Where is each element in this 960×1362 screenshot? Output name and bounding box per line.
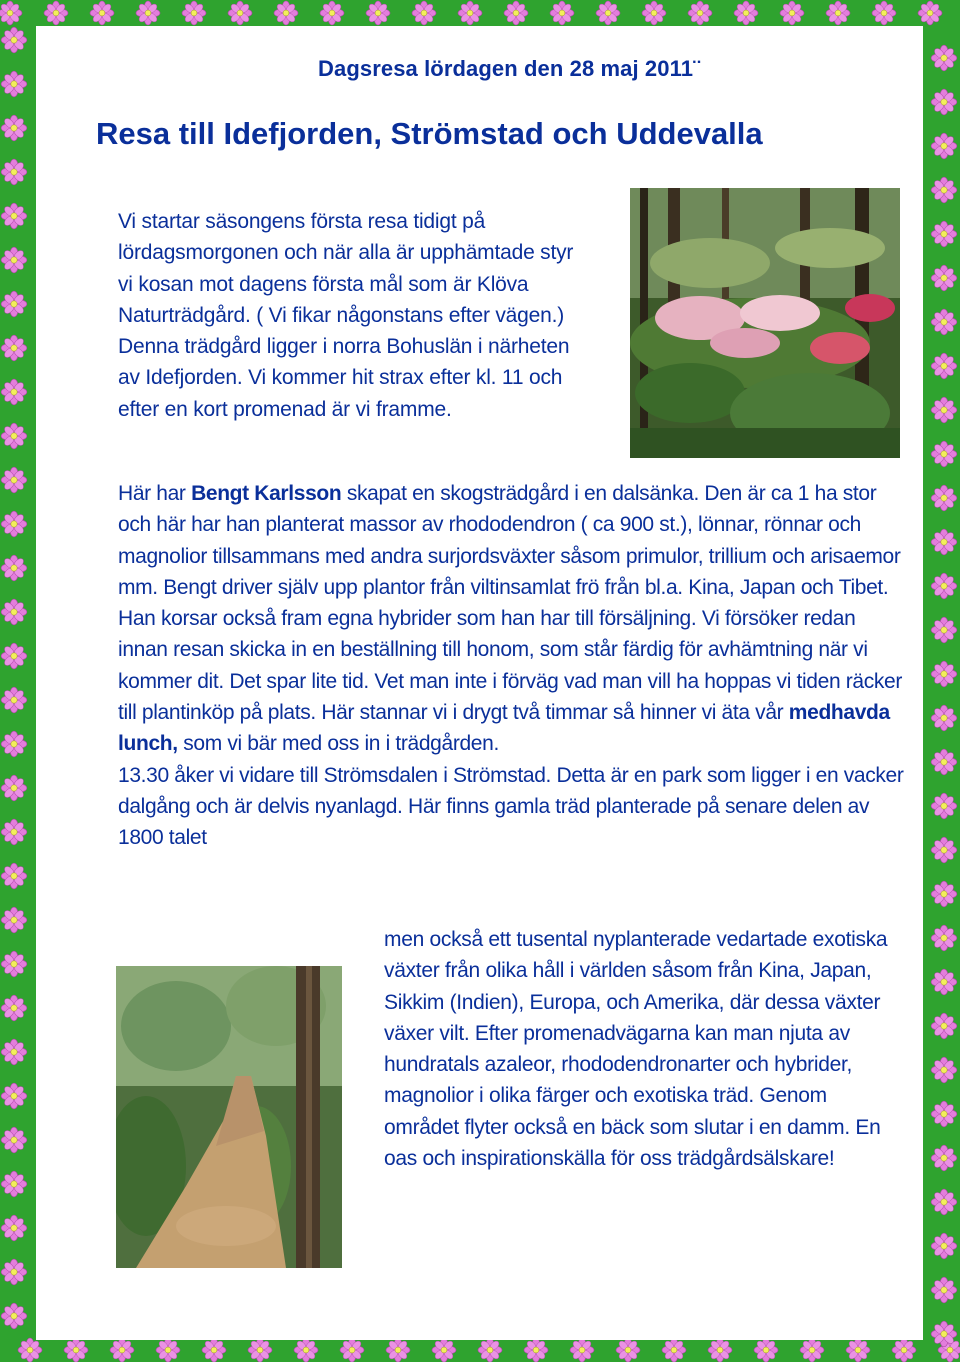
flower-icon: [616, 1338, 640, 1362]
flower-icon: [18, 1338, 42, 1362]
page-title: Resa till Idefjorden, Strömstad och Uddevalla: [96, 116, 763, 151]
person-name: Bengt Karlsson: [191, 482, 342, 505]
flower-icon: [1, 511, 27, 537]
flower-icon: [504, 1, 528, 25]
flower-icon: [846, 1338, 870, 1362]
document-page: [36, 26, 923, 1340]
flower-icon: [1, 159, 27, 185]
intro-line: efter en kort promenad är vi framme.: [118, 397, 452, 421]
flower-icon: [294, 1338, 318, 1362]
flower-icon: [44, 1, 68, 25]
flower-icon: [931, 45, 957, 71]
flower-icon: [478, 1338, 502, 1362]
flower-icon: [0, 1, 22, 25]
flower-icon: [458, 1, 482, 25]
flower-icon: [931, 133, 957, 159]
lunch-emphasis: medhavda lunch,: [118, 701, 890, 756]
flower-icon: [596, 1, 620, 25]
flower-icon: [931, 1277, 957, 1303]
flower-icon: [1, 203, 27, 229]
flower-icon: [156, 1338, 180, 1362]
flower-icon: [1, 71, 27, 97]
flower-icon: [1, 247, 27, 273]
flower-icon: [524, 1338, 548, 1362]
flower-icon: [931, 617, 957, 643]
flower-icon: [931, 1101, 957, 1127]
flower-icon: [412, 1, 436, 25]
flower-icon: [1, 731, 27, 757]
flower-icon: [931, 705, 957, 731]
flower-icon: [918, 1, 942, 25]
flower-icon: [754, 1338, 778, 1362]
flower-icon: [892, 1338, 916, 1362]
intro-line: lördagsmorgonen och när alla är upphämtade styr: [118, 241, 574, 265]
flower-icon: [1, 907, 27, 933]
flower-icon: [1, 115, 27, 141]
flower-icon: [182, 1, 206, 25]
flower-icon: [386, 1338, 410, 1362]
flower-icon: [1, 819, 27, 845]
details-text: som vi bär med oss in i trädgården.: [177, 732, 499, 756]
flower-icon: [1, 467, 27, 493]
flower-icon: [662, 1338, 686, 1362]
flower-icon: [931, 353, 957, 379]
intro-paragraph: [118, 206, 638, 425]
flower-icon: [780, 1, 804, 25]
flower-icon: [1, 291, 27, 317]
flower-icon: [931, 749, 957, 775]
continuation-paragraph: men också ett tusental nyplanterade vedartade exotiska växter från olika håll i världen såsom från Kina, Japan, Sikkim (Indien), Europa, och Amerika, där dessa växter växer vilt. Efter promenadvägarna kan man njuta av hundratals azaleor, rhododendronarter och hybrider, magnolior i olika färger och exotiska träd. Genom området flyter också en bäck som slutar i en damm. En oas och inspirationskälla för oss trädgårdsälskare!: [384, 928, 888, 1171]
flower-icon: [931, 529, 957, 555]
intro-line: Vi startar säsongens första resa tidigt på: [118, 210, 486, 233]
flower-icon: [931, 177, 957, 203]
intro-line: Denna trädgård ligger i norra Bohuslän i närheten: [118, 335, 570, 359]
afternoon-text: 13.30 åker vi vidare till Strömsdalen i Strömstad. Detta är en park som ligger i en vacker dalgång och är delvis nyanlagd. Här finns gamla träd planterade på senare delen av 1800 talet: [118, 763, 904, 850]
flower-icon: [1, 1259, 27, 1285]
flower-icon: [1, 643, 27, 669]
flower-icon: [734, 1, 758, 25]
flower-icon: [931, 485, 957, 511]
flower-icon: [931, 573, 957, 599]
flower-icon: [1, 1171, 27, 1197]
flower-icon: [826, 1, 850, 25]
flower-icon: [1, 1039, 27, 1065]
flower-icon: [1, 687, 27, 713]
flower-icon: [1, 863, 27, 889]
flower-icon: [931, 1233, 957, 1259]
flower-icon: [931, 441, 957, 467]
details-paragraph: [118, 478, 908, 854]
flower-icon: [432, 1338, 456, 1362]
flower-icon: [110, 1338, 134, 1362]
flower-icon: [1, 775, 27, 801]
flower-icon: [931, 221, 957, 247]
flower-icon: [202, 1338, 226, 1362]
flower-icon: [1, 599, 27, 625]
details-text: skapat en skogsträdgård i en dalsänka. Den är ca 1 ha stor och här har han planterat massor av rhododendron ( ca 900 st.), lönnar, rönnar och magnolior tillsammans med andra surjordsväxter såsom primulor, trillium och arisaemor mm. Bengt driver själv upp plantor från viltinsamlat frö från bl.a. Kina, Japan och Tibet. Han korsar också fram egna hybrider som han har till försäljning. Vi försöker redan innan resan skicka in en beställning till honom, som står färdig för avhämtning när vi kommer dit. Det spar lite tid. Vet man inte i förväg vad man vill ha hoppas vi tiden räcker till plantinköp på plats. Här stannar vi i drygt två timmar så hinner vi äta vår: [118, 482, 903, 725]
flower-icon: [931, 397, 957, 423]
flower-icon: [1, 379, 27, 405]
flower-icon: [931, 265, 957, 291]
flower-icon: [931, 881, 957, 907]
intro-line: av Idefjorden. Vi kommer hit strax efter kl. 11 och: [118, 366, 563, 390]
flower-icon: [931, 969, 957, 995]
flower-icon: [872, 1, 896, 25]
flower-icon: [340, 1338, 364, 1362]
flower-icon: [1, 555, 27, 581]
flower-icon: [1, 27, 27, 53]
flower-icon: [1, 1303, 27, 1329]
flower-icon: [90, 1, 114, 25]
flower-icon: [136, 1, 160, 25]
flower-icon: [642, 1, 666, 25]
flower-icon: [931, 925, 957, 951]
flower-icon: [931, 661, 957, 687]
flower-icon: [1, 423, 27, 449]
flower-icon: [931, 1013, 957, 1039]
flower-icon: [931, 309, 957, 335]
flower-icon: [931, 793, 957, 819]
garden-path-photo: [116, 966, 342, 1268]
date-line: Dagsresa lördagen den 28 maj 2011¨: [318, 56, 701, 81]
flower-icon: [1, 951, 27, 977]
flower-icon: [931, 89, 957, 115]
flower-icon: [1, 1127, 27, 1153]
details-text: Här har: [118, 482, 192, 505]
flower-icon: [320, 1, 344, 25]
flower-icon: [1, 1215, 27, 1241]
flower-icon: [64, 1338, 88, 1362]
flower-icon: [228, 1, 252, 25]
flower-icon: [931, 1145, 957, 1171]
flower-icon: [570, 1338, 594, 1362]
rhododendron-garden-photo: [630, 188, 900, 458]
flower-icon: [708, 1338, 732, 1362]
flower-icon: [931, 1189, 957, 1215]
intro-line: vi kosan mot dagens första mål som är Klöva: [118, 272, 529, 296]
flower-icon: [1, 1083, 27, 1109]
flower-icon: [1, 995, 27, 1021]
flower-icon: [1, 335, 27, 361]
flower-icon: [931, 1057, 957, 1083]
flower-icon: [688, 1, 712, 25]
flower-icon: [274, 1, 298, 25]
flower-icon: [800, 1338, 824, 1362]
flower-icon: [248, 1338, 272, 1362]
flower-icon: [550, 1, 574, 25]
flower-icon: [931, 837, 957, 863]
intro-line: Naturträdgård. ( Vi fikar någonstans efter vägen.): [118, 303, 565, 327]
flower-icon: [366, 1, 390, 25]
